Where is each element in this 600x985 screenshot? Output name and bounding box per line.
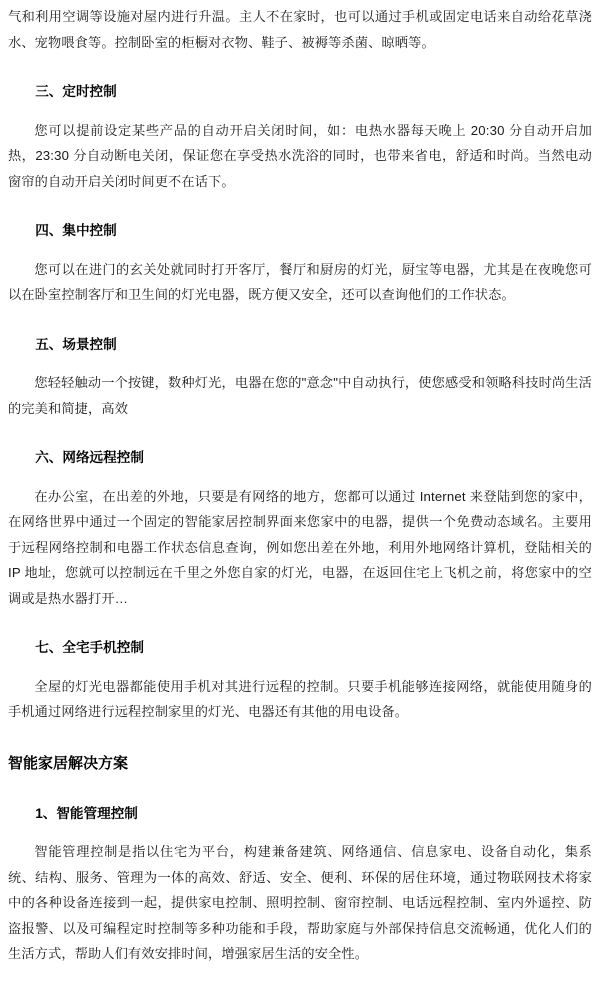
spacer bbox=[8, 105, 592, 118]
spacer bbox=[8, 55, 592, 79]
intro-block bbox=[8, 0, 592, 55]
solution-body-1: 智能管理控制是指以住宅为平台，构建兼备建筑、网络通信、信息家电、设备自动化，集系统、结构、服务、管理为一体的高效、舒适、安全、便利、环保的居住环境，通过物联网技术将家中的各种设备连接到一起，提供家电控制、照明控制、窗帘控制、电话远程控制、室内外遥控、防盗报警、以及可编程定时控制等多种功能和手段，帮助家庭与外部保持信息交流畅通，优化人们的生活方式，帮助人们有效安排时间，增强家居生活的安全性。 bbox=[8, 844, 592, 961]
section-body-7: 全屋的灯光电器都能使用手机对其进行远程的控制。只要手机能够连接网络，就能使用随身的手机通过网络进行远程控制家里的灯光、电器还有其他的用电设备。 bbox=[8, 678, 592, 719]
spacer bbox=[8, 421, 592, 445]
section-body-5: 您轻轻触动一个按键，数种灯光，电器在您的"意念"中自动执行，使您感受和领略科技时尚生活的完美和简捷，高效 bbox=[8, 375, 592, 416]
spacer bbox=[8, 244, 592, 257]
intro-paragraph: 气和利用空调等设施对屋内进行升温。主人不在家时，也可以通过手机或固定电话来自动给花草浇水、宠物喂食等。控制卧室的柜橱对衣物、鞋子、被褥等杀菌、晾晒等。 bbox=[8, 9, 592, 50]
solution-heading-1: 1、智能管理控制 bbox=[35, 805, 138, 821]
section-heading-3: 三、定时控制 bbox=[35, 84, 117, 99]
section-heading-4: 四、集中控制 bbox=[35, 223, 117, 238]
spacer bbox=[8, 611, 592, 635]
spacer bbox=[8, 308, 592, 332]
spacer bbox=[8, 725, 592, 751]
section-body-4: 您可以在进门的玄关处就同时打开客厅，餐厅和厨房的灯光，厨宝等电器，尤其是在夜晚您可以在卧室控制客厅和卫生间的灯光电器，既方便又安全，还可以查询他们的工作状态。 bbox=[8, 261, 592, 302]
section-body-3: 您可以提前设定某些产品的自动开启关闭时间，如：电热水器每天晚上 20:30 分自动开启加热，23:30 分自动断电关闭，保证您在享受热水洗浴的同时，也带来省电，舒适和时尚。当然电动窗帘的自动开启关闭时间更不在话下。 bbox=[8, 122, 592, 189]
spacer bbox=[8, 357, 592, 370]
spacer bbox=[8, 471, 592, 484]
section-heading-6: 六、网络远程控制 bbox=[35, 450, 144, 465]
section-heading-7: 七、全宅手机控制 bbox=[35, 640, 144, 655]
spacer bbox=[8, 661, 592, 674]
section-body-6: 在办公室，在出差的外地，只要是有网络的地方，您都可以通过 Internet 来登陆到您的家中，在网络世界中通过一个固定的智能家居控制界面来您家中的电器，提供一个免费动态域名。主要用于远程网络控制和电器工作状态信息查询，例如您出差在外地，利用外地网络计算机，登陆相关的 IP 地址，您就可以控制远在千里之外您自家的灯光，电器，在返回住宅上飞机之前，将您家中的空调或是热水器打开… bbox=[8, 488, 592, 606]
section-heading-5: 五、场景控制 bbox=[35, 336, 117, 352]
solution-title: 智能家居解决方案 bbox=[8, 754, 129, 772]
spacer bbox=[8, 777, 592, 801]
spacer bbox=[8, 194, 592, 218]
spacer bbox=[8, 826, 592, 839]
